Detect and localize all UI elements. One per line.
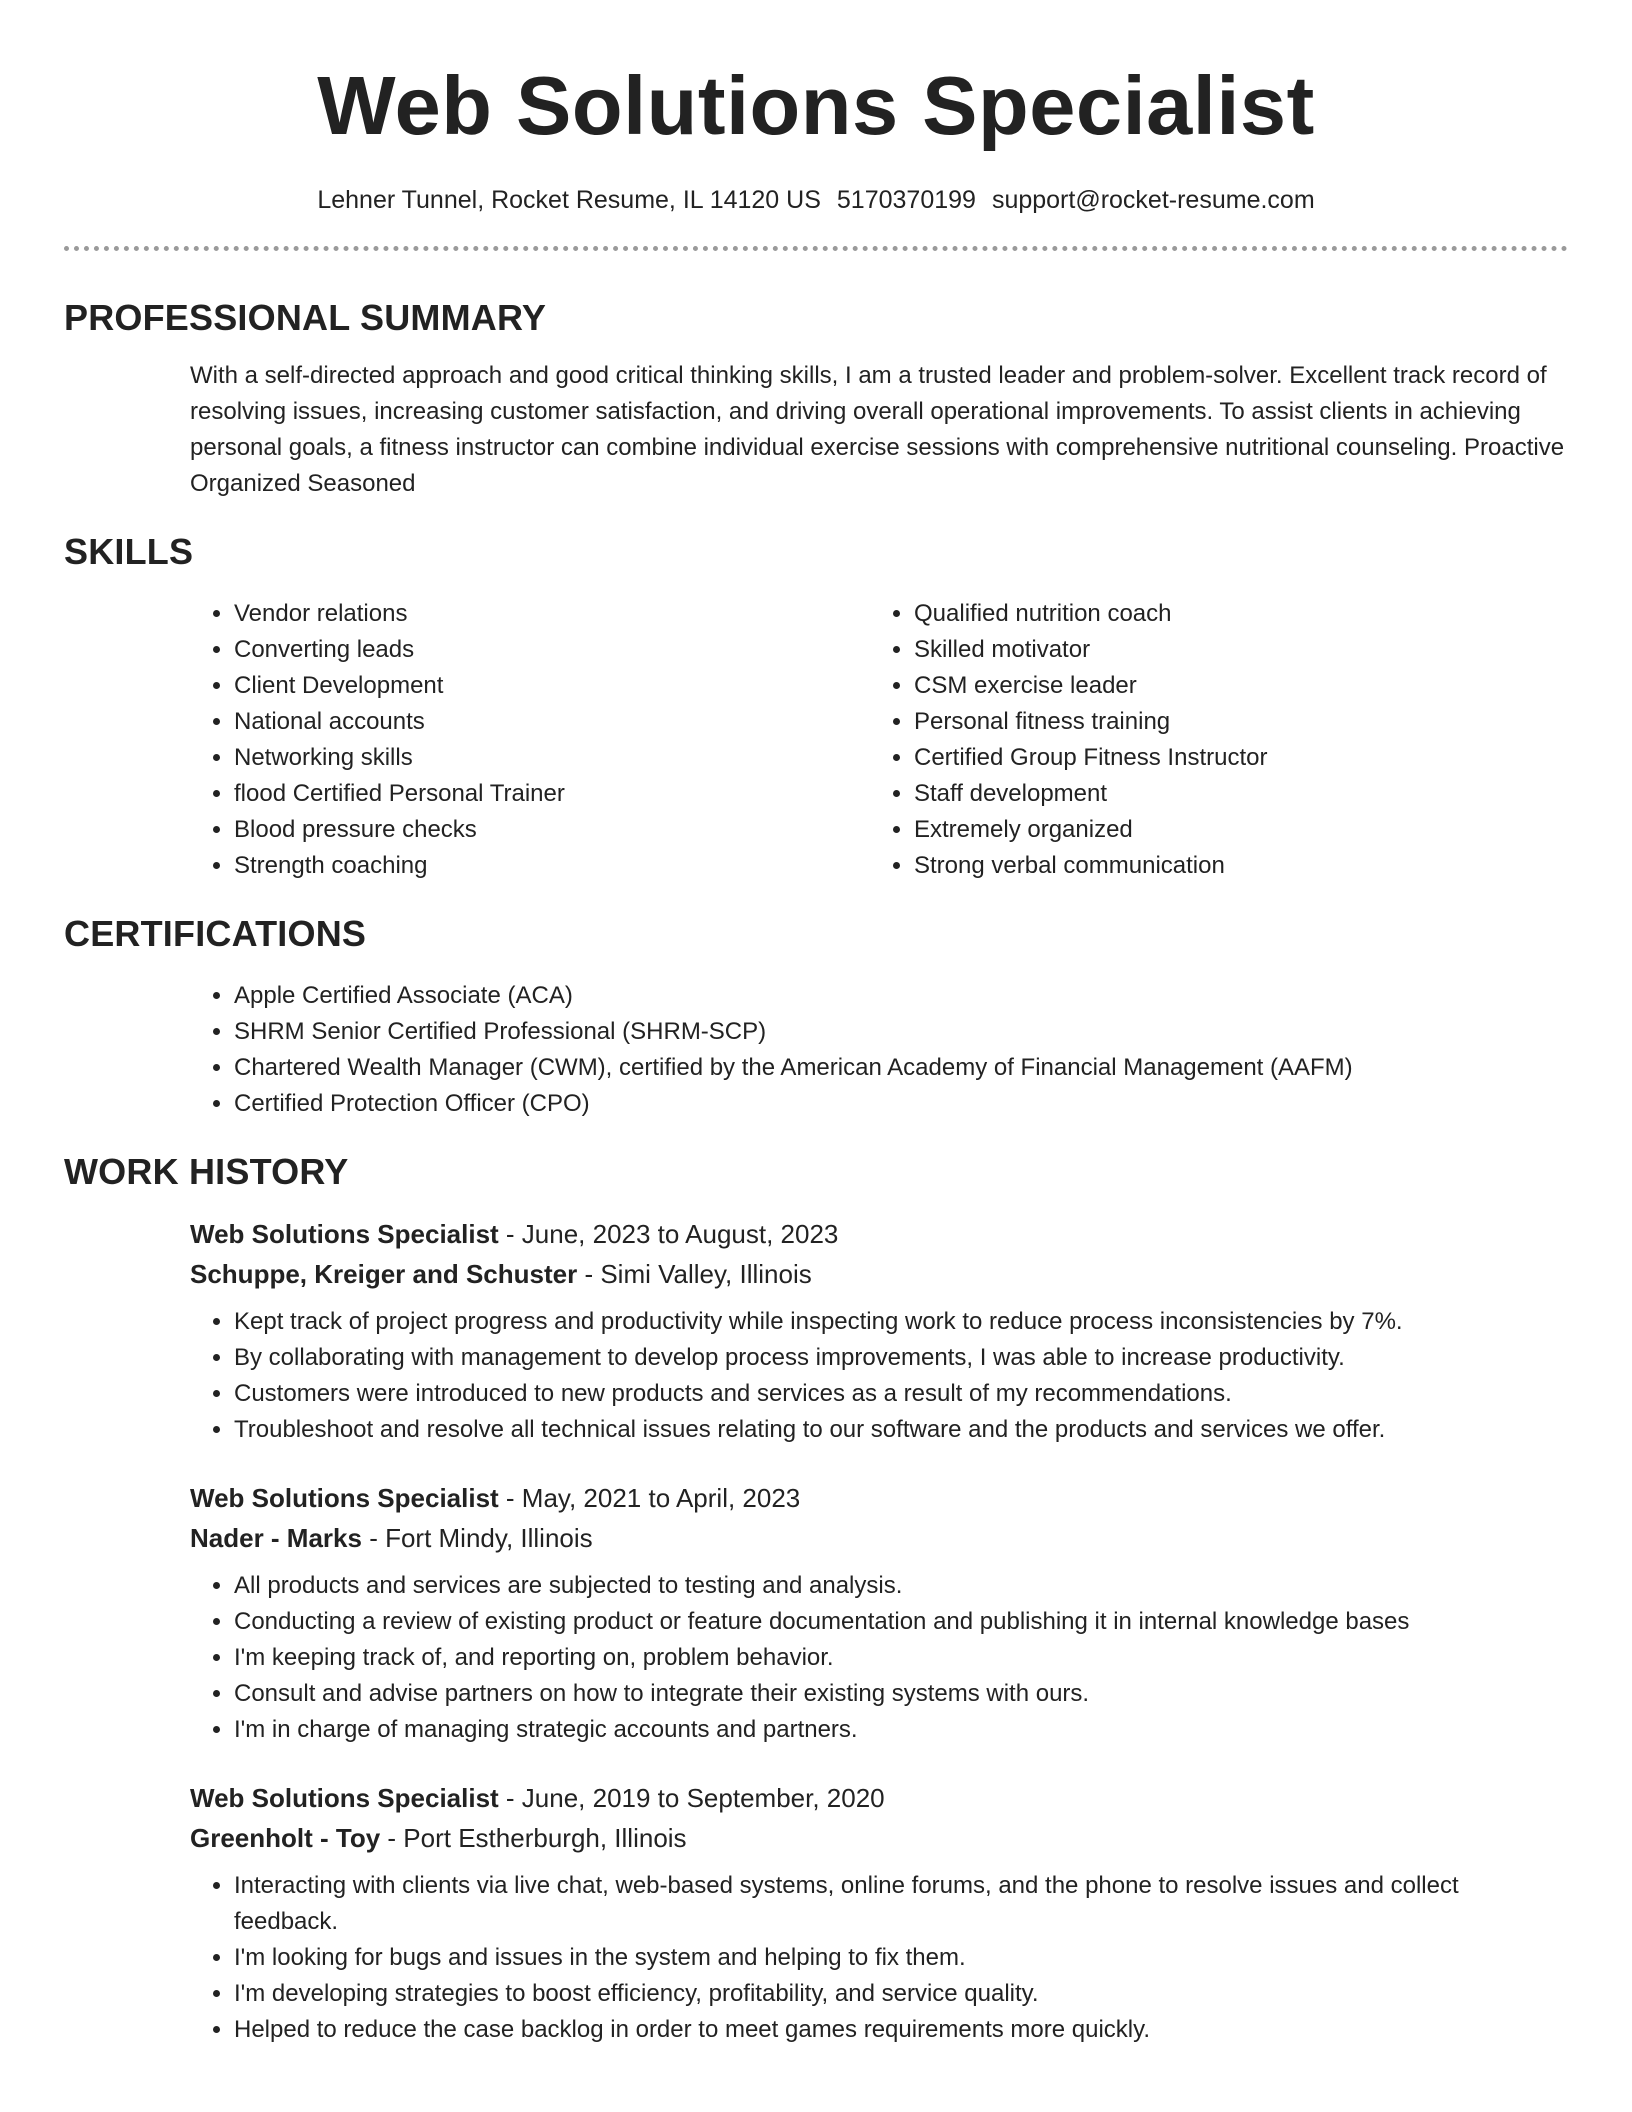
job-location: - Simi Valley, Illinois xyxy=(577,1259,812,1289)
skills-list xyxy=(190,596,1568,884)
job-company-line xyxy=(190,1818,1568,1858)
skill-item: • Extremely organized xyxy=(914,812,1550,848)
skill-item: • CSM exercise leader xyxy=(914,668,1550,704)
skill-item: • Client Development xyxy=(234,668,870,704)
job-bullet: • Kept track of project progress and productivity while inspecting work to reduce process inconsistencies by 7%. xyxy=(234,1304,1568,1340)
job-company-line xyxy=(190,1254,1568,1294)
job-entry xyxy=(190,1478,1568,1748)
job-company: Greenholt - Toy xyxy=(190,1823,381,1853)
job-location: - Port Estherburgh, Illinois xyxy=(380,1823,687,1853)
contact-line xyxy=(64,182,1568,218)
certification-item: • Certified Protection Officer (CPO) xyxy=(234,1086,1568,1122)
skill-item: • Converting leads xyxy=(234,632,870,668)
job-dates: - June, 2023 to August, 2023 xyxy=(498,1219,839,1249)
skill-item: • flood Certified Personal Trainer xyxy=(234,776,870,812)
job-bullets xyxy=(190,1568,1568,1748)
skill-item: • Qualified nutrition coach xyxy=(914,596,1550,632)
skill-item: • Staff development xyxy=(914,776,1550,812)
summary-heading: PROFESSIONAL SUMMARY xyxy=(64,297,547,338)
job-bullet: • By collaborating with management to develop process improvements, I was able to increase productivity. xyxy=(234,1340,1568,1376)
job-entry xyxy=(190,1214,1568,1448)
job-title-line xyxy=(190,1778,1568,1818)
skill-item: • Strength coaching xyxy=(234,848,870,884)
skill-item: • Skilled motivator xyxy=(914,632,1550,668)
contact-address: Lehner Tunnel, Rocket Resume, IL 14120 US xyxy=(317,186,821,214)
job-bullet: • Conducting a review of existing product or feature documentation and publishing it in internal knowledge bases xyxy=(234,1604,1568,1640)
job-dates: - May, 2021 to April, 2023 xyxy=(498,1483,801,1513)
job-role: Web Solutions Specialist xyxy=(190,1783,499,1813)
contact-email: support@rocket-resume.com xyxy=(991,186,1315,214)
job-dates: - June, 2019 to September, 2020 xyxy=(498,1783,885,1813)
skill-item: • Networking skills xyxy=(234,740,870,776)
job-company-line xyxy=(190,1518,1568,1558)
certification-item: • Apple Certified Associate (ACA) xyxy=(234,978,1568,1014)
job-role: Web Solutions Specialist xyxy=(190,1483,499,1513)
job-bullet: • Troubleshoot and resolve all technical issues relating to our software and the products and services we offer. xyxy=(234,1412,1568,1448)
job-company: Nader - Marks xyxy=(190,1523,362,1553)
job-bullet: • I'm keeping track of, and reporting on, problem behavior. xyxy=(234,1640,1568,1676)
certifications-heading: CERTIFICATIONS xyxy=(64,913,367,954)
skill-item: • Strong verbal communication xyxy=(914,848,1550,884)
job-bullet: • Interacting with clients via live chat, web-based systems, online forums, and the phone to resolve issues and collect feedback. xyxy=(234,1868,1568,1940)
skill-item: • Personal fitness training xyxy=(914,704,1550,740)
skill-item: • National accounts xyxy=(234,704,870,740)
job-role: Web Solutions Specialist xyxy=(190,1219,499,1249)
certifications-list xyxy=(190,978,1568,1122)
skills-column-right xyxy=(870,596,1550,884)
job-title-line xyxy=(190,1214,1568,1254)
skill-item: • Certified Group Fitness Instructor xyxy=(914,740,1550,776)
certification-item: • SHRM Senior Certified Professional (SHRM-SCP) xyxy=(234,1014,1568,1050)
job-bullet: • Consult and advise partners on how to integrate their existing systems with ours. xyxy=(234,1676,1568,1712)
skill-item: • Vendor relations xyxy=(234,596,870,632)
job-bullets xyxy=(190,1304,1568,1448)
contact-phone: 5170370199 xyxy=(836,186,976,214)
certification-item: • Chartered Wealth Manager (CWM), certified by the American Academy of Financial Management (AAFM) xyxy=(234,1050,1568,1086)
work-history-heading: WORK HISTORY xyxy=(64,1151,349,1192)
job-bullet: • Customers were introduced to new products and services as a result of my recommendations. xyxy=(234,1376,1568,1412)
job-bullet: • Helped to reduce the case backlog in order to meet games requirements more quickly. xyxy=(234,2012,1568,2048)
job-bullet: • I'm looking for bugs and issues in the system and helping to fix them. xyxy=(234,1940,1568,1976)
job-company: Schuppe, Kreiger and Schuster xyxy=(190,1259,578,1289)
job-bullets xyxy=(190,1868,1568,2048)
resume-name: Web Solutions Specialist xyxy=(317,59,1315,152)
skills-heading: SKILLS xyxy=(64,531,194,572)
job-title-line xyxy=(190,1478,1568,1518)
skill-item: • Blood pressure checks xyxy=(234,812,870,848)
job-location: - Fort Mindy, Illinois xyxy=(361,1523,593,1553)
skills-column-left xyxy=(190,596,870,884)
header-divider xyxy=(64,246,1568,251)
job-entry xyxy=(190,1778,1568,2048)
job-bullet: • I'm in charge of managing strategic accounts and partners. xyxy=(234,1712,1568,1748)
summary-text: With a self-directed approach and good critical thinking skills, I am a trusted leader and problem-solver. Excellent track record of resolving issues, increasing customer satisfaction, and driving overall operational improvements. To assist clients in achieving personal goals, a fitness instructor can combine individual exercise sessions with comprehensive nutritional counseling. Proactive Organized Seasoned xyxy=(190,362,1565,497)
job-bullet: • All products and services are subjected to testing and analysis. xyxy=(234,1568,1568,1604)
job-bullet: • I'm developing strategies to boost efficiency, profitability, and service quality. xyxy=(234,1976,1568,2012)
